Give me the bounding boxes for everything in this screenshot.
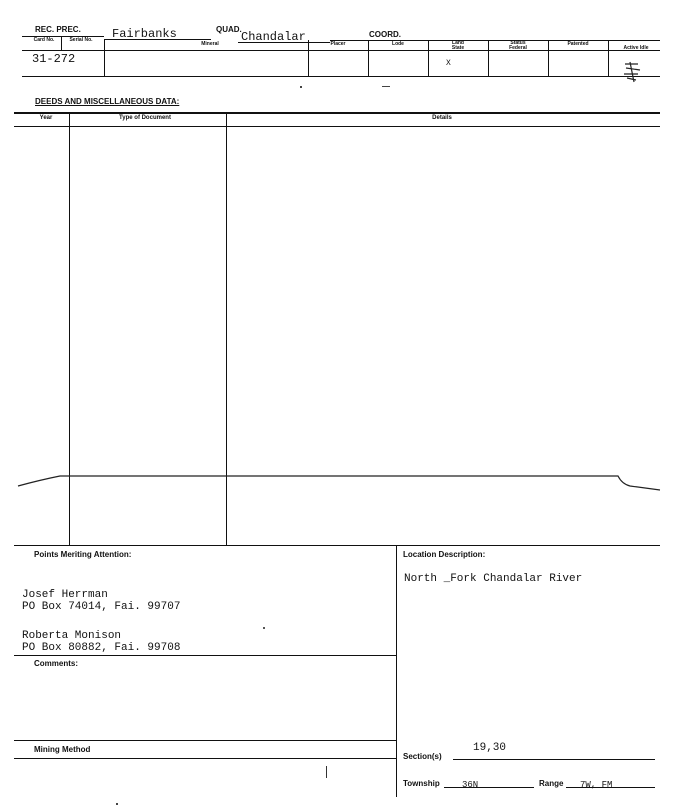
sections-value: 19,30 xyxy=(473,742,507,754)
col-year: Year xyxy=(39,115,53,121)
mining-method-rule xyxy=(14,758,396,759)
card-no-value: 31-272 xyxy=(32,52,76,66)
rec-prec-value: Fairbanks xyxy=(112,27,177,41)
rec-prec-label: REC. PREC. xyxy=(35,25,81,34)
header-divider xyxy=(368,40,369,76)
col-type-of-document: Type of Document xyxy=(119,115,171,121)
comments-label: Comments: xyxy=(34,659,79,668)
ink-speck xyxy=(300,86,302,88)
comments-top-rule xyxy=(14,655,396,656)
header-divider xyxy=(608,40,609,76)
deeds-title: DEEDS AND MISCELLANEOUS DATA: xyxy=(35,97,180,106)
township-underline xyxy=(444,787,534,788)
col-serial-no: Serial No. xyxy=(69,37,93,43)
col-lode: Lode xyxy=(392,41,404,47)
bottom-panel-divider xyxy=(396,545,397,797)
mining-method-top-rule xyxy=(14,740,396,741)
contact-address-1: PO Box 74014, Fai. 99707 xyxy=(22,601,181,613)
col-placer: Placer xyxy=(330,41,346,47)
header-divider xyxy=(308,40,309,76)
col-card-no: Card No. xyxy=(33,37,55,43)
township-value: 36N xyxy=(462,780,479,790)
sections-underline xyxy=(453,759,655,760)
quad-value: Chandalar xyxy=(241,30,306,44)
range-underline xyxy=(566,787,655,788)
contact-address-2: PO Box 80882, Fai. 99708 xyxy=(22,642,181,654)
header-divider xyxy=(488,40,489,76)
header-divider xyxy=(61,36,62,50)
col-mineral: Mineral xyxy=(201,41,219,47)
ink-speck xyxy=(263,627,265,629)
col-land-state: Land State xyxy=(451,40,465,51)
contact-name-1: Josef Herrman xyxy=(22,589,108,601)
ink-speck xyxy=(116,803,118,805)
mining-method-label: Mining Method xyxy=(34,745,91,754)
deeds-header-rule xyxy=(14,126,660,127)
quad-label: QUAD. xyxy=(216,25,242,34)
deeds-top-rule xyxy=(14,112,660,114)
rec-prec-underline xyxy=(104,39,211,40)
header-divider xyxy=(428,40,429,76)
location-value: North _Fork Chandalar River xyxy=(404,573,583,585)
deeds-bottom-rule xyxy=(14,545,660,546)
header-divider xyxy=(548,40,549,76)
sections-label: Section(s) xyxy=(403,752,442,761)
header-column-rule xyxy=(22,50,660,51)
header-divider xyxy=(104,40,105,76)
pencil-mark xyxy=(326,766,327,778)
land-state-mark: X xyxy=(446,59,451,68)
col-active-idle: Active Idle xyxy=(623,45,649,51)
col-details: Details xyxy=(432,115,452,121)
col-status-federal: Status Federal xyxy=(509,40,527,51)
header-top-rule-right xyxy=(330,40,660,41)
range-label: Range xyxy=(539,779,564,788)
header-bottom-rule xyxy=(22,76,660,77)
torn-page-edge xyxy=(0,470,678,496)
check-marks-icon xyxy=(620,58,646,86)
col-patented: Patented xyxy=(567,41,589,47)
contact-name-2: Roberta Monison xyxy=(22,630,122,642)
township-label: Township xyxy=(403,779,440,788)
ink-speck xyxy=(382,86,390,87)
range-value: 7W, FM xyxy=(580,780,613,790)
coord-label: COORD. xyxy=(369,30,401,39)
points-label: Points Meriting Attention: xyxy=(34,550,132,559)
location-label: Location Description: xyxy=(403,550,486,559)
